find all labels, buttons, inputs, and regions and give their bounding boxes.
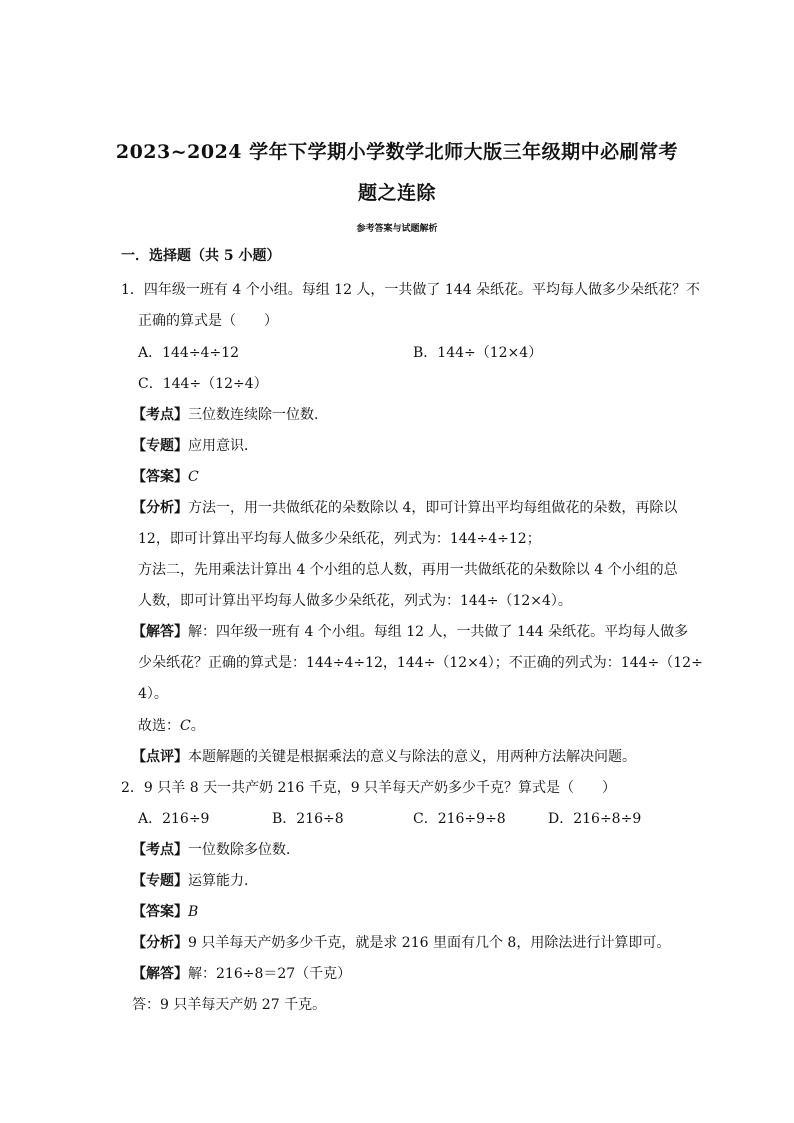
q1-jieda-line-3: 4）。 xyxy=(138,686,168,702)
q1-guxuan xyxy=(138,716,205,736)
q1-zhuanti xyxy=(132,436,258,456)
q1-zhuanti-text: 应用意识． xyxy=(188,438,258,454)
q1-dianping-tag: 【点评】 xyxy=(132,749,188,765)
q1-guxuan-end: 。 xyxy=(190,718,205,734)
q2-daan xyxy=(132,902,198,922)
q2-fenxi-tag: 【分析】 xyxy=(132,935,188,951)
q1-stem-line-1: 1．四年级一班有 4 个小组。每组 12 人，一共做了 144 朵纸花。平均每人做多少朵纸花？不 xyxy=(121,282,701,298)
document-title-line-1: 2023~2024 学年下学期小学数学北师大版三年级期中必刷常考 xyxy=(115,141,679,163)
q2-kaodian-text: 一位数除多位数． xyxy=(188,842,300,858)
document-title-line-2: 题之连除 xyxy=(357,182,436,204)
q2-option-b: B．216÷8 xyxy=(272,811,344,827)
q1-fenxi-line-2: 12，即可计算出平均每人做多少朵纸花，列式为：144÷4÷12； xyxy=(138,531,541,547)
q1-guxuan-label: 故选： xyxy=(138,718,180,734)
q1-kaodian-text: 三位数连续除一位数． xyxy=(188,407,328,423)
q2-stem: 2．9 只羊 8 天一共产奶 216 千克，9 只羊每天产奶多少千克？算式是（ ） xyxy=(121,780,617,796)
q1-fenxi-line-1 xyxy=(132,498,677,518)
q1-fenxi-tag: 【分析】 xyxy=(132,500,188,516)
q1-fenxi-line-4: 人数，即可计算出平均每人做多少朵纸花，列式为：144÷（12×4）。 xyxy=(138,593,572,609)
document-subtitle: 参考答案与试题解析 xyxy=(356,224,438,234)
q1-guxuan-value: C xyxy=(180,718,191,734)
q1-zhuanti-tag: 【专题】 xyxy=(132,438,188,454)
q1-stem-line-2: 正确的算式是（ ） xyxy=(138,313,278,329)
q2-jieda-text: 解：216÷8＝27（千克） xyxy=(188,966,352,982)
q1-dianping-text: 本题解题的关键是根据乘法的意义与除法的意义，用两种方法解决问题。 xyxy=(188,749,636,765)
q1-option-b: B．144÷（12×4） xyxy=(413,345,543,361)
q1-dianping xyxy=(132,747,636,767)
q1-fenxi-line-3: 方法二，先用乘法计算出 4 个小组的总人数，再用一共做纸花的朵数除以 4 个小组的总 xyxy=(138,562,678,578)
q2-option-c: C．216÷9÷8 xyxy=(413,811,506,827)
q2-kaodian-tag: 【考点】 xyxy=(132,842,188,858)
q2-fenxi-text: 9 只羊每天产奶多少千克，就是求 216 里面有几个 8，用除法进行计算即可。 xyxy=(188,935,671,951)
q1-daan xyxy=(132,467,199,487)
q1-jieda-text-1: 解：四年级一班有 4 个小组。每组 12 人，一共做了 144 朵纸花。平均每人做多 xyxy=(188,624,689,640)
q1-option-a: A．144÷4÷12 xyxy=(138,345,240,361)
q2-kaodian xyxy=(132,840,300,860)
q2-jieda-tag: 【解答】 xyxy=(132,966,188,982)
q1-option-c: C．144÷（12÷4） xyxy=(138,376,268,392)
q1-fenxi-text-1: 方法一，用一共做纸花的朵数除以 4，即可计算出平均每组做花的朵数，再除以 xyxy=(188,500,678,516)
q1-jieda-tag: 【解答】 xyxy=(132,624,188,640)
q1-jieda-line-1 xyxy=(132,622,688,642)
q2-option-a: A．216÷9 xyxy=(138,811,210,827)
q1-kaodian xyxy=(132,405,328,425)
q1-kaodian-tag: 【考点】 xyxy=(132,407,188,423)
q1-daan-text: C xyxy=(188,469,199,485)
q2-option-d: D．216÷8÷9 xyxy=(548,811,642,827)
q2-zhuanti-tag: 【专题】 xyxy=(132,873,188,889)
q2-daan-text: B xyxy=(188,904,199,920)
q2-zhuanti xyxy=(132,871,258,891)
q1-daan-tag: 【答案】 xyxy=(132,469,188,485)
q2-fenxi xyxy=(132,933,670,953)
q2-da: 答：9 只羊每天产奶 27 千克。 xyxy=(132,997,327,1013)
q2-jieda xyxy=(132,964,351,984)
section-heading: 一．选择题（共 5 小题） xyxy=(121,248,281,264)
q2-daan-tag: 【答案】 xyxy=(132,904,188,920)
q2-zhuanti-text: 运算能力． xyxy=(188,873,258,889)
q1-jieda-line-2: 少朵纸花？正确的算式是：144÷4÷12，144÷（12×4）；不正确的列式为：144÷（12÷ xyxy=(138,655,703,671)
